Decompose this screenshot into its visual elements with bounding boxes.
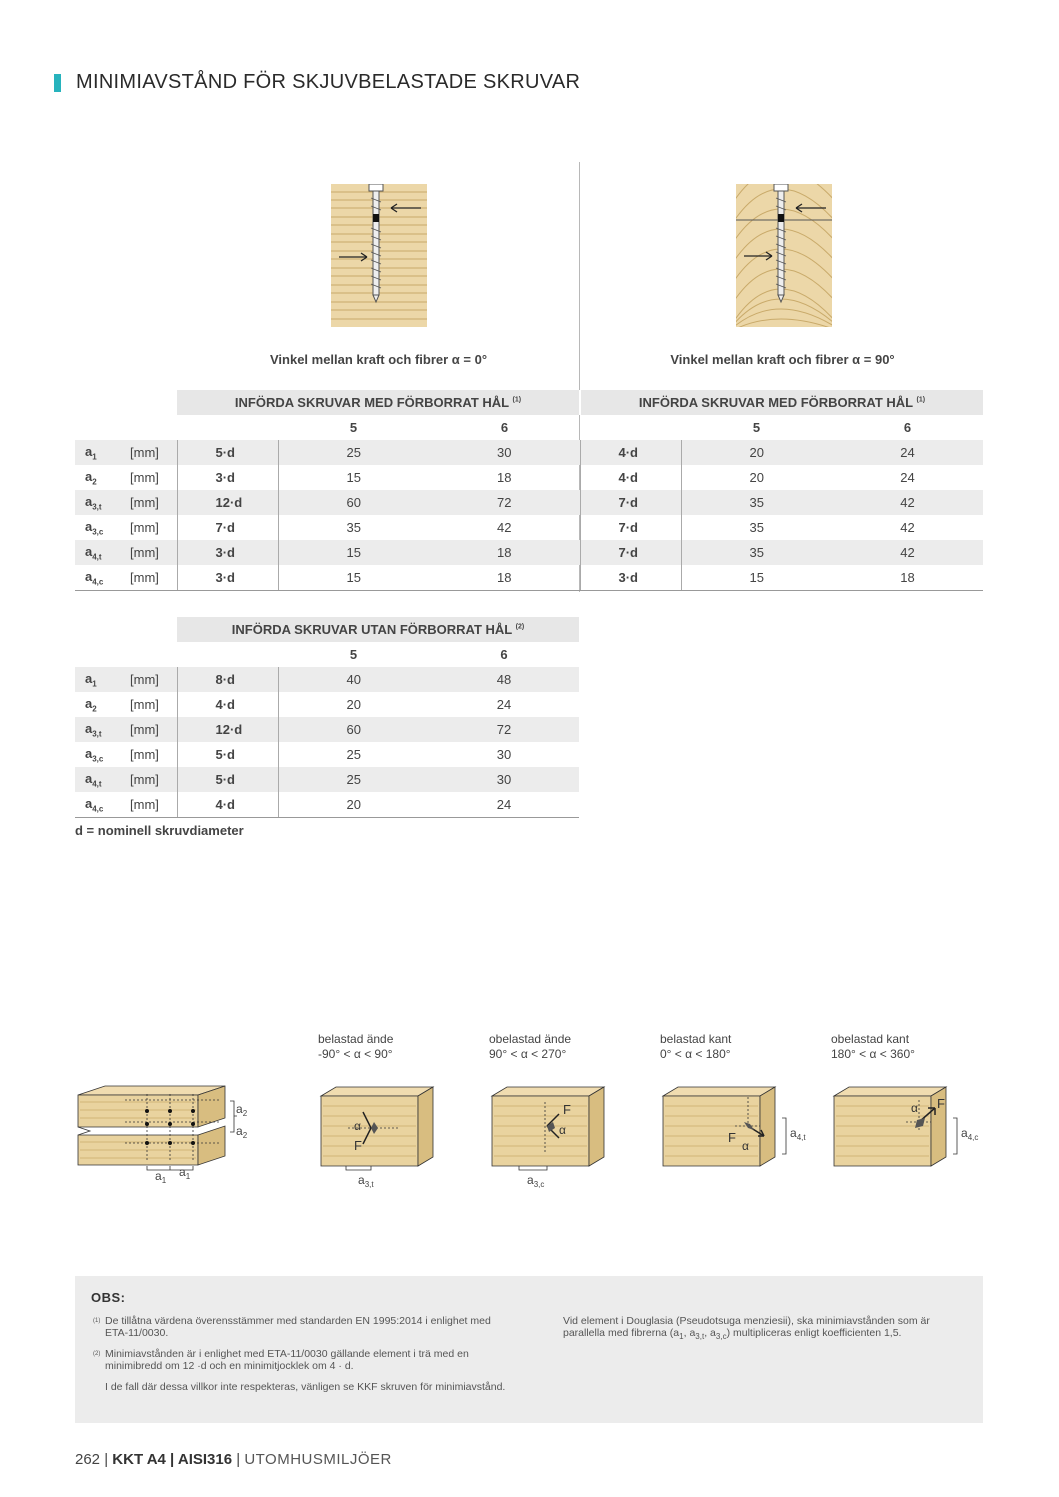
diagram-obelastad-kant: [831, 1082, 991, 1172]
footnote-1: (1) De tillåtna värdena överensstämmer med standarden EN 1995:2014 i enlighet med ETA-11/0030.: [93, 1315, 491, 1339]
svg-text:α: α: [742, 1139, 749, 1153]
svg-text:F: F: [563, 1102, 571, 1117]
label-obelastad-kant: obelastad kant 180° < α < 360°: [831, 1032, 915, 1061]
svg-text:a2: $a_2$: [236, 1102, 248, 1118]
header-predrilled-alpha90: INFÖRDA SKRUVAR MED FÖRBORRAT HÅL $^{(1)}$: [580, 390, 983, 415]
svg-text:α: α: [559, 1123, 566, 1137]
table-row: $a_2$ [mm] 3·d 15 18 4·d 20 24: [75, 465, 983, 490]
svg-text:F: F: [728, 1130, 736, 1145]
diagram-belastad-kant: [660, 1082, 820, 1172]
header-non-predrilled: INFÖRDA SKRUVAR UTAN FÖRBORRAT HÅL $^{(2)}$: [177, 617, 579, 642]
svg-text:F: F: [937, 1096, 945, 1111]
svg-text:a4,c: $a_{4,c}$: [961, 1126, 979, 1142]
title-accent-bar: [54, 74, 61, 92]
svg-text:a3,c: $a_{3,c}$: [527, 1173, 545, 1189]
table-row: $a_{3,c}$ [mm] 7·d 35 42 7·d 35 42: [75, 515, 983, 540]
table-row: $a_{4,t}$ [mm] 3·d 15 18 7·d 35 42: [75, 540, 983, 565]
obs-title: OBS:: [91, 1290, 126, 1305]
header-predrilled-alpha0: INFÖRDA SKRUVAR MED FÖRBORRAT HÅL $^{(1)}$: [177, 390, 580, 415]
label-obelastad-ande: obelastad ände 90° < α < 270°: [489, 1032, 572, 1061]
col-5: 5: [349, 420, 358, 435]
screw-perpendicular-grain-illustration: [736, 184, 832, 327]
col-5: 5: [349, 647, 358, 662]
svg-text:F: F: [354, 1138, 362, 1153]
caption-alpha-90: Vinkel mellan kraft och fibrer α = 90°: [670, 352, 895, 367]
label-belastad-ande: belastad ände -90° < α < 90°: [318, 1032, 394, 1061]
page-title: MINIMIAVSTÅND FÖR SKJUVBELASTADE SKRUVAR: [76, 71, 581, 93]
screw-spacing-overview-diagram: [75, 1080, 255, 1185]
footnote-3: I de fall där dessa villkor inte respekteras, vänligen se KKF skruven för minimiavstånd.: [105, 1381, 506, 1393]
screw-parallel-grain-illustration: [331, 184, 427, 327]
col-6: 6: [500, 647, 508, 662]
col-5: 5: [752, 420, 761, 435]
svg-text:α: α: [911, 1101, 918, 1115]
table-row: $a_{4,t}$ [mm] 5·d 25 30: [75, 767, 579, 792]
svg-text:a2: $a_2$: [236, 1124, 248, 1140]
caption-alpha-0: Vinkel mellan kraft och fibrer α = 0°: [269, 352, 488, 367]
product-name: KKT A4 | AISI316: [112, 1451, 233, 1468]
svg-text:a3,t: $a_{3,t}$: [358, 1173, 374, 1189]
diameter-note: d = nominell skruvdiameter: [75, 823, 244, 838]
section-name: UTOMHUSMILJÖER: [244, 1451, 392, 1468]
svg-text:α: α: [354, 1119, 361, 1133]
footnote-2: (2) Minimiavstånden är i enlighet med ETA-11/0030 gällande element i trä med en minimibredd om 12 ·d och en minimitjocklek om 4 · d.: [93, 1348, 469, 1372]
diagram-belastad-ande: [318, 1082, 448, 1192]
svg-text:a1: $a_1$: [155, 1169, 167, 1185]
table-row: $a_{3,c}$ [mm] 5·d 25 30: [75, 742, 579, 767]
table-row: $a_1$ [mm] 5·d 25 30 4·d 20 24: [75, 440, 983, 465]
diagram-obelastad-ande: [489, 1082, 619, 1192]
svg-text:a1: $a_1$: [179, 1165, 191, 1181]
obs-notes-box: [75, 1276, 983, 1423]
table-predrilled: [75, 390, 983, 591]
table-row: $a_1$ [mm] 8·d 40 48: [75, 667, 579, 692]
col-6: 6: [903, 420, 912, 435]
label-belastad-kant: belastad kant 0° < α < 180°: [660, 1032, 732, 1061]
table-row: $a_2$ [mm] 4·d 20 24: [75, 692, 579, 717]
table-non-predrilled: [75, 617, 579, 818]
svg-text:a4,t: $a_{4,t}$: [790, 1126, 806, 1142]
table-row: $a_{3,t}$ [mm] 12·d 60 72: [75, 717, 579, 742]
douglas-note: Vid element i Douglasia (Pseudotsuga menziesii), ska minimiavstånden som är parallella med fibrerna ($a_1$, $a_{3,t}$, $a_{3,c}$) multipliceras enligt koefficienten 1,5.: [563, 1315, 930, 1342]
table-row: $a_{3,t}$ [mm] 12·d 60 72 7·d 35 42: [75, 490, 983, 515]
page-number: 262: [75, 1451, 101, 1468]
table-row: $a_{4,c}$ [mm] 4·d 20 24: [75, 792, 579, 818]
page-footer: 262 | KKT A4 | AISI316 | UTOMHUSMILJÖER: [75, 1451, 392, 1468]
col-6: 6: [500, 420, 509, 435]
table-row: $a_{4,c}$ [mm] 3·d 15 18 3·d 15 18: [75, 565, 983, 591]
